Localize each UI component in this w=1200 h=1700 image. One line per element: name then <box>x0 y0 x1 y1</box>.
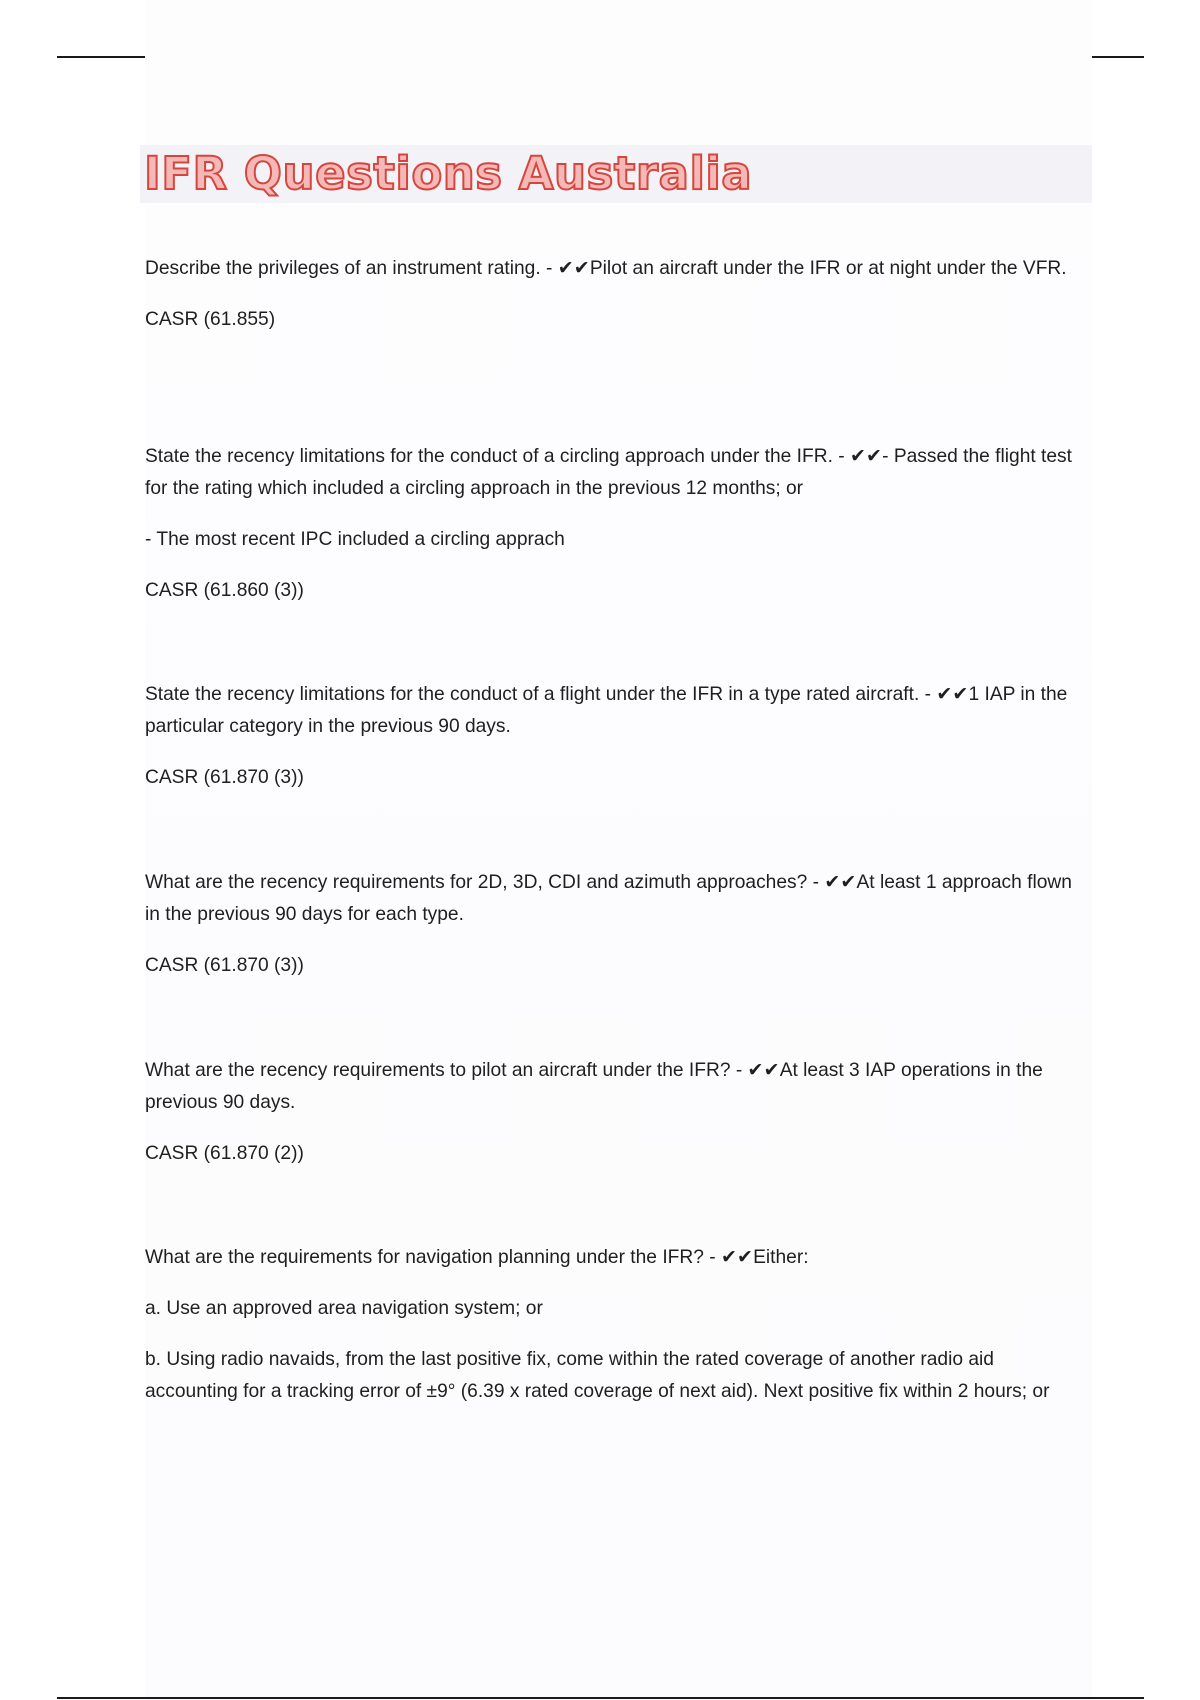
answer-option: a. Use an approved area navigation system; or <box>145 1298 543 1319</box>
qa-block <box>145 1055 1090 1170</box>
question-answer: What are the recency requirements for 2D, 3D, CDI and azimuth approaches? - ✔✔At least 1 approach flown in the previous 90 days for each type. <box>145 872 1072 925</box>
reference: CASR (61.855) <box>145 309 276 330</box>
question-answer: State the recency limitations for the conduct of a flight under the IFR in a type rated aircraft. - ✔✔1 IAP in the particular category in the previous 90 days. <box>145 684 1068 737</box>
qa-block <box>145 867 1090 982</box>
qa-block <box>145 1242 1090 1408</box>
question-answer: What are the requirements for navigation planning under the IFR? - ✔✔Either: <box>145 1247 809 1268</box>
qa-block <box>145 253 1090 336</box>
question-answer: What are the recency requirements to pilot an aircraft under the IFR? - ✔✔At least 3 IAP operations in the previous 90 days. <box>145 1060 1043 1113</box>
reference: CASR (61.870 (2)) <box>145 1143 304 1164</box>
qa-block <box>145 679 1090 794</box>
footer-rule <box>57 1697 1144 1699</box>
answer-continuation: - The most recent IPC included a circling apprach <box>145 529 565 550</box>
document-title: IFR Questions Australia <box>144 147 753 200</box>
reference: CASR (61.870 (3)) <box>145 767 304 788</box>
answer-option: b. Using radio navaids, from the last positive fix, come within the rated coverage of another radio aid accounting for a tracking error of ±9° (6.39 x rated coverage of next aid). Next positive fix within 2 hours; or <box>145 1349 1050 1402</box>
qa-block <box>145 441 1090 607</box>
reference: CASR (61.860 (3)) <box>145 580 304 601</box>
reference: CASR (61.870 (3)) <box>145 955 304 976</box>
question-answer: State the recency limitations for the conduct of a circling approach under the IFR. - ✔✔- Passed the flight test for the rating which included a circling approach in the previous 12 months; or <box>145 446 1072 499</box>
question-answer: Describe the privileges of an instrument rating. - ✔✔Pilot an aircraft under the IFR or at night under the VFR. <box>145 258 1067 279</box>
